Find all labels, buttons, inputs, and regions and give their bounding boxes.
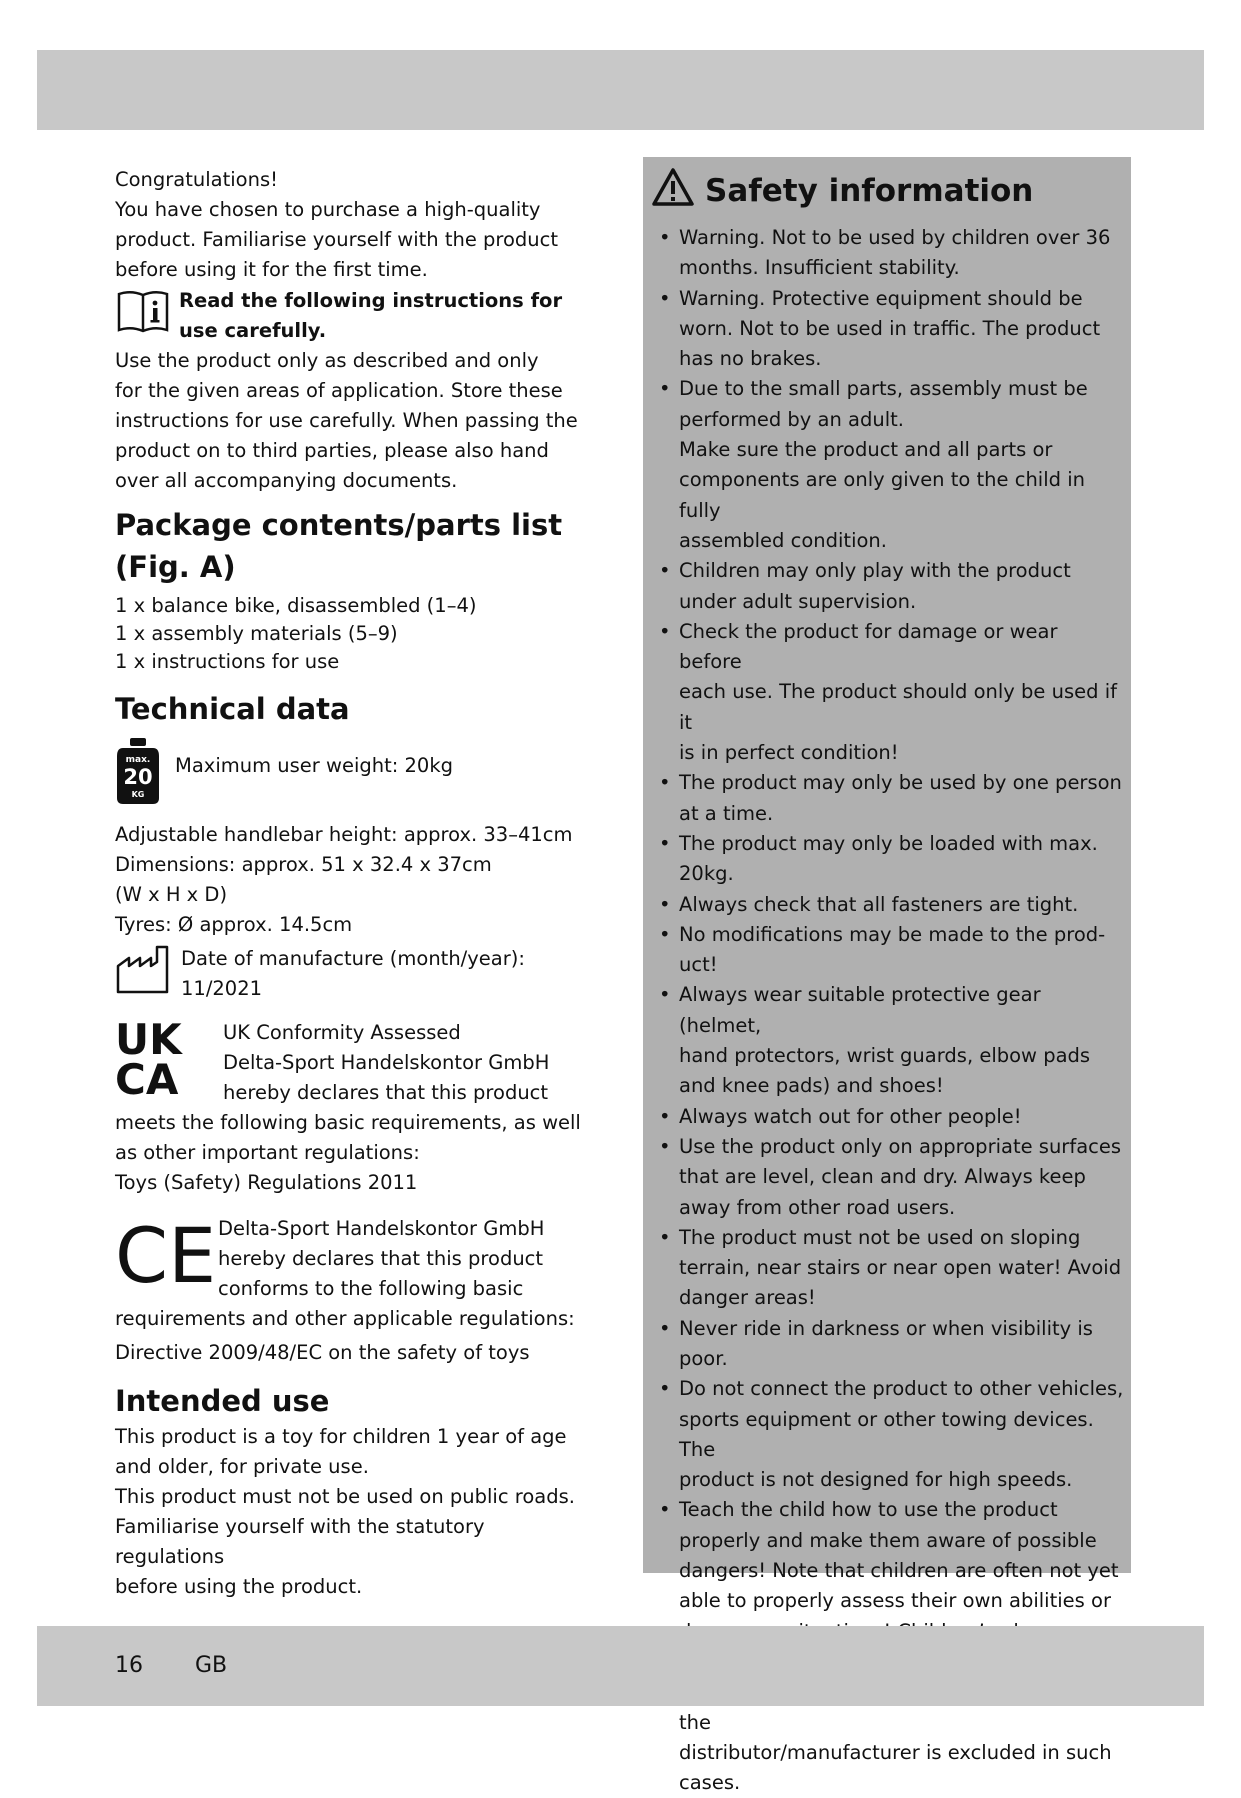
ce-side-line: hereby declares that this product — [218, 1247, 544, 1270]
factory-icon — [115, 944, 181, 1000]
safety-item-line: terrain, near stairs or near open water! Avoid — [679, 1256, 1122, 1280]
intended-line: Familiarise yourself with the statutory regulations — [115, 1515, 485, 1568]
safety-item-line: • No modifications may be made to the prod- — [679, 922, 1106, 946]
technical-line: Adjustable handlebar height: approx. 33–41cm — [115, 823, 573, 846]
technical-line: (W x H x D) — [115, 883, 228, 906]
safety-item-line: product is not designed for high speeds. — [679, 1468, 1073, 1492]
intro-body-line: for the given areas of application. Store these — [115, 379, 563, 402]
safety-item-line: dangers! Note that children are often not yet — [679, 1559, 1119, 1583]
ukca-line: as other important regulations: — [115, 1141, 420, 1164]
ce-side-line: Delta-Sport Handelskontor GmbH — [218, 1217, 545, 1240]
ukca-mark-bottom: CA — [115, 1055, 179, 1104]
intended-title: Intended use — [115, 1384, 330, 1418]
safety-item-line: • Check the product for damage or wear before — [679, 619, 1058, 674]
safety-item-line: the — [679, 1710, 712, 1734]
page-number: 16 — [115, 1653, 143, 1678]
safety-item — [651, 374, 1125, 556]
safety-list — [651, 223, 1125, 1798]
ukca-line: Toys (Safety) Regulations 2011 — [115, 1171, 418, 1194]
safety-item-line: at a time. — [679, 801, 774, 825]
package-item: 1 x assembly materials (5–9) — [115, 622, 398, 645]
safety-item-line: • Never ride in darkness or when visibility is — [679, 1316, 1093, 1340]
safety-item-line: months. Insufficient stability. — [679, 256, 960, 280]
ukca-side-line: Delta-Sport Handelskontor GmbH — [223, 1051, 550, 1074]
safety-item — [651, 1314, 1125, 1375]
max-weight-icon-label: max. — [125, 755, 151, 765]
safety-item-line: distributor/manufacturer is excluded in such — [679, 1740, 1112, 1764]
safety-item — [651, 980, 1125, 1101]
manufacture-label: Date of manufacture (month/year): — [181, 947, 525, 970]
safety-item-line: danger areas! — [679, 1286, 816, 1310]
safety-panel — [643, 157, 1131, 1795]
book-info-icon — [115, 286, 179, 340]
safety-item-line: that are level, clean and dry. Always keep — [679, 1165, 1086, 1189]
warning-icon — [651, 167, 695, 215]
intended-line: This product is a toy for children 1 year of age — [115, 1425, 567, 1448]
safety-item-line: • Warning. Not to be used by children over 36 — [679, 226, 1111, 249]
safety-item — [651, 617, 1125, 768]
safety-heading — [651, 167, 1125, 215]
intended-line: before using the product. — [115, 1575, 363, 1598]
max-weight-text: Maximum user weight: 20kg — [175, 754, 454, 777]
intro-line: product. Familiarise yourself with the product — [115, 228, 559, 251]
safety-item-line: poor. — [679, 1346, 728, 1370]
safety-item-line: • Always wear suitable protective gear (helmet, — [679, 983, 1041, 1037]
safety-item — [651, 829, 1125, 890]
safety-item-line: • Do not connect the product to other vehicles, — [679, 1377, 1124, 1401]
safety-item-line: • Due to the small parts, assembly must be — [679, 377, 1088, 401]
ukca-side-line: hereby declares that this product — [223, 1081, 549, 1104]
intended-line: and older, for private use. — [115, 1455, 369, 1478]
max-weight-row — [115, 736, 595, 810]
ce-mark-icon — [115, 1211, 218, 1300]
read-instructions-line: Read the following instructions for — [179, 289, 563, 312]
safety-item — [651, 556, 1125, 617]
ce-line: requirements and other applicable regulations: — [115, 1307, 575, 1330]
ukca-row — [115, 1015, 595, 1108]
safety-title: Safety information — [705, 173, 1034, 209]
ukca-section — [115, 1015, 595, 1198]
safety-item-line: 20kg. — [679, 862, 734, 886]
package-title: Package contents/parts list — [115, 508, 563, 542]
manufacture-row — [115, 944, 595, 1004]
technical-title: Technical data — [115, 692, 350, 726]
language-code: GB — [195, 1653, 228, 1678]
manufacture-date: 11/2021 — [181, 977, 263, 1000]
ce-row — [115, 1211, 595, 1304]
safety-item-line: cases. — [679, 1771, 741, 1795]
package-section — [115, 504, 595, 676]
safety-item-line: is in perfect condition! — [679, 741, 899, 765]
ce-section — [115, 1211, 595, 1368]
ukca-mark-top: UK — [115, 1015, 182, 1064]
safety-item — [651, 223, 1125, 284]
safety-item-line: • The product must not be used on sloping — [679, 1225, 1081, 1249]
safety-item-line: Make sure the product and all parts or — [679, 438, 1053, 462]
intro-body-line: product on to third parties, please also hand — [115, 439, 549, 462]
safety-item-line: • Use the product only on appropriate surfaces — [679, 1134, 1122, 1158]
safety-item-line: each use. The product should only be used if it — [679, 680, 1117, 734]
safety-item-line: assembled condition. — [679, 528, 887, 552]
intro-body-line: over all accompanying documents. — [115, 469, 458, 492]
technical-line: Tyres: Ø approx. 14.5cm — [115, 913, 353, 936]
safety-item-line: hand protectors, wrist guards, elbow pads — [679, 1044, 1091, 1068]
safety-item-line: • The product may only be used by one person — [679, 771, 1122, 795]
safety-item — [651, 1374, 1125, 1495]
safety-item — [651, 1102, 1125, 1132]
safety-item-line: has no brakes. — [679, 347, 822, 371]
safety-item — [651, 920, 1125, 981]
intended-section — [115, 1380, 595, 1602]
safety-item-line: uct! — [679, 953, 718, 977]
package-item: 1 x instructions for use — [115, 650, 340, 673]
max-weight-icon-unit: KG — [131, 790, 145, 799]
max-weight-icon-value: 20 — [123, 765, 153, 789]
intro-body-line: instructions for use carefully. When passing the — [115, 409, 578, 432]
safety-item-line: sports equipment or other towing devices. The — [679, 1407, 1094, 1461]
ce-side-line: conforms to the following basic — [218, 1277, 524, 1300]
intro-line: You have chosen to purchase a high-quality — [115, 198, 541, 221]
package-item: 1 x balance bike, disassembled (1–4) — [115, 594, 477, 617]
max-weight-icon — [115, 736, 179, 810]
ukca-line: meets the following basic requirements, as well — [115, 1111, 581, 1134]
safety-item-line: • Always watch out for other people! — [679, 1104, 1022, 1128]
safety-item-line: • Warning. Protective equipment should be — [679, 286, 1083, 310]
safety-item-line: under adult supervision. — [679, 589, 917, 613]
ce-mark-text: CE — [115, 1211, 217, 1300]
safety-item — [651, 1132, 1125, 1223]
safety-item — [651, 1223, 1125, 1314]
package-title: (Fig. A) — [115, 550, 236, 584]
technical-section — [115, 688, 595, 1004]
left-column — [115, 165, 595, 1602]
ce-line: Directive 2009/48/EC on the safety of toys — [115, 1341, 530, 1364]
header-band — [37, 50, 1204, 130]
ukca-side-line: UK Conformity Assessed — [223, 1021, 461, 1044]
ukca-mark-icon — [115, 1015, 223, 1104]
read-instructions-line: use carefully. — [179, 319, 327, 342]
safety-item-line: worn. Not to be used in traffic. The product — [679, 316, 1101, 340]
safety-item — [651, 284, 1125, 375]
safety-item-line: • Teach the child how to use the product — [679, 1498, 1058, 1522]
intended-line: This product must not be used on public roads. — [115, 1485, 575, 1508]
safety-item-line: components are only given to the child in fully — [679, 468, 1085, 522]
technical-line: Dimensions: approx. 51 x 32.4 x 37cm — [115, 853, 492, 876]
safety-item-line: • Children may only play with the product — [679, 559, 1071, 583]
safety-item-line: and knee pads) and shoes! — [679, 1074, 944, 1098]
safety-item-line: able to properly assess their own abilities or — [679, 1589, 1111, 1613]
safety-item — [651, 768, 1125, 829]
safety-item-line: away from other road users. — [679, 1195, 956, 1219]
safety-item — [651, 890, 1125, 920]
safety-item-line: performed by an adult. — [679, 407, 905, 431]
safety-item-line: • The product may only be loaded with max. — [679, 831, 1098, 855]
intro-body-line: Use the product only as described and only — [115, 349, 539, 372]
intro-section — [115, 165, 595, 496]
package-list — [115, 592, 595, 676]
safety-item-line: • Always check that all fasteners are tight. — [679, 892, 1079, 916]
safety-item-line: properly and make them aware of possible — [679, 1528, 1097, 1552]
read-instructions-note — [115, 286, 595, 346]
intro-line: before using it for the first time. — [115, 258, 428, 281]
intro-line: Congratulations! — [115, 168, 278, 191]
